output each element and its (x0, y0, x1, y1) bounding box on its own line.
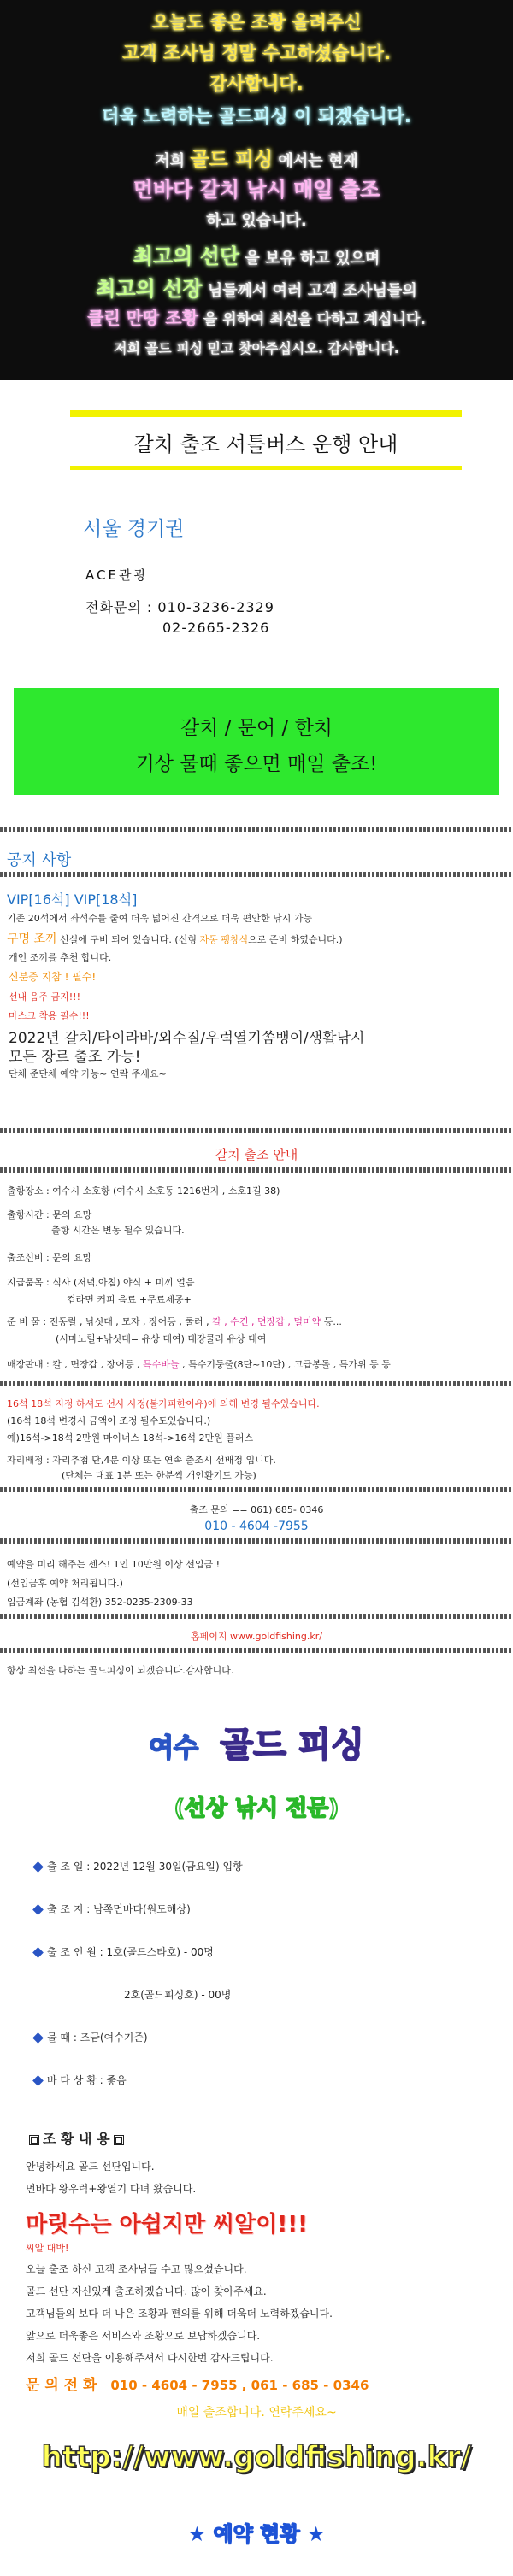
gold-phone-label: 문 의 전 화 (26, 2377, 97, 2394)
gold-ssial: 씨알 대박! (26, 2243, 69, 2254)
gold-para-3: 고객님들의 보다 더 나은 조황과 편의를 위해 더욱더 노력하겠습니다. (26, 2308, 333, 2320)
gold-subtitle: (선상 낚시 전문) (174, 1796, 339, 1821)
notice-line-3: 개인 조끼를 추천 합니다. (9, 952, 112, 963)
gold-big-catch: 마릿수는 아쉽지만 씨알이!!! (26, 2212, 308, 2238)
divider (0, 1128, 513, 1133)
intro-line-10-b: 을 위하여 최선을 다하고 계십니다. (203, 311, 426, 328)
notice-line-8: 모든 장르 출조 가능! (9, 1049, 141, 1066)
notice-line-2-d: 으로 준비 하였습니다.) (248, 934, 343, 945)
genre-banner-line-2: 기상 물때 좋으면 매일 출조! (135, 753, 378, 775)
intro-line-9-b: 님들께서 여러 고객 조사님들의 (207, 282, 417, 300)
gold-condition-label: 조 황 내 용 (43, 2131, 110, 2147)
guide-row-4b: 컵라면 커피 음료 +무료제공+ (67, 1294, 192, 1305)
diamond-icon (32, 1861, 44, 1873)
divider (0, 1538, 513, 1544)
gold-phone-line (26, 2373, 369, 2394)
notice-line-4: 신분증 지참 ! 필수! (9, 971, 97, 983)
divider (0, 827, 513, 832)
divider (0, 1487, 513, 1492)
guide-row-6-c: , 특수기둥줄(8단~10단) , 고급봉돌 , 특가위 등 등 (179, 1359, 391, 1370)
intro-panel (0, 0, 513, 380)
gold-info-key: 출 조 인 원 (47, 1946, 97, 1958)
intro-line-1: 오늘도 좋은 조황 올려주신 (151, 12, 362, 32)
gold-info-value: 1호(골드스타호) - 00명 (106, 1946, 214, 1958)
guide-row-1: 출항장소 : 여수시 소호항 (여수시 소호동 1216번지 , 소호1길 38) (7, 1185, 280, 1197)
notice-line-2-c: 자동 팽창식 (199, 934, 249, 945)
gold-phone-number: 010 - 4604 - 7955 , 061 - 685 - 0346 (110, 2378, 369, 2393)
guide-reserve-1: 예약을 미리 해주는 센스! 1인 10만원 이상 선입금 ! (7, 1559, 221, 1570)
guide-footer: 항상 최선을 다하는 골드피싱이 되겠습니다.감사합니다. (7, 1665, 234, 1676)
gold-condition-title (26, 2128, 127, 2148)
gold-info-value: 2022년 12월 30일(금요일) 입항 (93, 1861, 243, 1873)
diamond-icon (32, 2075, 44, 2086)
guide-bank: 입금계좌 (농협 김석환) 352-0235-2309-33 (7, 1597, 193, 1608)
gold-info-key: 출 조 지 (47, 1903, 84, 1915)
divider (0, 872, 513, 877)
guide-row-5-c: 등... (321, 1316, 342, 1327)
guide-row-10b: (단체는 대표 1분 또는 한분씩 개인환기도 가능) (62, 1470, 256, 1481)
gold-condition-1: 안녕하세요 골드 선단입니다. (26, 2161, 155, 2173)
guide-row-5-b: 칼 , 수건 , 면장갑 , 멀미약 (212, 1316, 321, 1327)
guide-row-8: (16석 18석 변경시 금액이 조정 될수도있습니다.) (7, 1415, 211, 1426)
notice-line-6: 마스크 착용 필수!!! (9, 1010, 90, 1021)
guide-reserve-2: (선입금후 예약 처리됩니다.) (7, 1578, 123, 1589)
star-icon: ★ (187, 2522, 207, 2546)
gold-brand (0, 1718, 513, 1767)
gold-info-row: 출 조 일 : 2022년 12월 30일(금요일) 입항 (34, 1859, 243, 1873)
genre-banner (14, 688, 499, 795)
notice-line-9: 단체 준단체 예약 가능~ 연락 주세요~ (9, 1068, 167, 1079)
gold-info-value: 남쪽먼바다(원도해상) (93, 1903, 191, 1915)
gold-info-value: 2호(골드피싱호) - 00명 (124, 1989, 232, 2001)
gold-condition-2: 먼바다 왕우럭+왕열기 다녀 왔습니다. (26, 2183, 197, 2195)
gold-info-key: 물 때 (47, 2032, 70, 2044)
gold-info-value: 조금(여수기준) (80, 2032, 148, 2044)
guide-row-5b: (시마노릴+낚싯대= 유상 대여) 대장쿨러 유상 대여 (56, 1333, 267, 1344)
reservation-label: 예약 현황 (213, 2522, 300, 2546)
gold-info-row: 물 때 : 조금(여수기준) (34, 2030, 148, 2044)
diamond-icon (32, 1947, 44, 1958)
divider (0, 1648, 513, 1653)
intro-line-5-a: 저희 (155, 152, 186, 170)
guide-contact-2: 010 - 4604 -7955 (204, 1520, 309, 1533)
shuttle-phone-2: 02-2665-2326 (162, 620, 270, 636)
notice-line-2-a: 구명 조끼 (7, 932, 57, 946)
diamond-icon (32, 2032, 44, 2044)
guide-row-9: 예)16석->18석 2만원 마이너스 18석->16석 2만원 플러스 (7, 1432, 254, 1444)
gold-brand-city: 여수 (148, 1733, 198, 1763)
notice-line-5: 선내 음주 금지!!! (9, 991, 80, 1003)
intro-line-7: 하고 있습니다. (206, 212, 307, 230)
divider (0, 1381, 513, 1386)
genre-banner-line-1: 갈치 / 문어 / 한치 (180, 717, 333, 739)
guide-row-6-b: 특수바늘 (143, 1359, 180, 1370)
square-icon (114, 2135, 124, 2145)
homepage-link[interactable]: 홈페이지 www.goldfishing.kr/ (191, 1631, 322, 1642)
intro-line-3: 감사합니다. (209, 74, 304, 94)
guide-row-2: 출항시간 : 문의 요망 (7, 1209, 92, 1220)
guide-row-7: 16석 18석 지정 하셔도 선사 사정(불가피한이유)에 의해 변경 될수있습니다. (7, 1398, 320, 1409)
shuttle-region: 서울 경기권 (83, 518, 185, 540)
guide-row-6-a: 매장판매 : 칼 , 면장갑 , 장어등 , (7, 1359, 144, 1370)
intro-line-8 (0, 239, 513, 269)
guide-row-5-a: 준 비 물 : 전동릴 , 낚싯대 , 모자 , 장어등 , 쿨러 , (7, 1316, 213, 1327)
guide-row-4: 지급품목 : 식사 (저녁,아침) 야식 + 미끼 얼음 (7, 1277, 195, 1288)
gold-info-row (124, 1987, 231, 2002)
intro-line-9 (0, 272, 513, 302)
gold-para-1: 오늘 출조 하신 고객 조사님들 수고 많으셨습니다. (26, 2263, 247, 2275)
intro-line-4: 더욱 노력하는 골드피싱 이 되겠습니다. (102, 106, 411, 126)
intro-line-5 (0, 144, 513, 172)
notice-title: 공지 사항 (7, 851, 72, 869)
intro-line-10 (0, 304, 513, 329)
shuttle-phone-1: 전화문의 : 010-3236-2329 (86, 599, 274, 615)
gold-url[interactable]: http://www.goldfishing.kr/ (41, 2440, 472, 2474)
notice-line-1: 기존 20석에서 좌석수를 줄여 더욱 넓어진 간격으로 더욱 편안한 낚시 가능 (7, 913, 313, 924)
intro-line-10-a: 클린 만땅 조황 (87, 308, 198, 328)
divider (0, 1614, 513, 1619)
gold-daily: 매일 출조합니다. 연락주세요~ (176, 2406, 337, 2420)
gold-brand-name: 골드 피싱 (220, 1726, 365, 1765)
shuttle-title: 갈치 출조 셔틀버스 운행 안내 (133, 432, 398, 456)
guide-row-10: 자리배정 : 자리추첨 단,4분 이상 또는 연속 출조시 선배정 입니다. (7, 1455, 276, 1466)
guide-row-3: 출조선비 : 문의 요망 (7, 1252, 92, 1263)
shuttle-top-bar (70, 410, 462, 417)
shuttle-bottom-bar (70, 466, 462, 470)
gold-para-2: 골드 선단 자신있게 출조하겠습니다. 많이 찾아주세요. (26, 2285, 267, 2297)
gold-info-value: 좋음 (106, 2074, 127, 2086)
intro-line-5-b: 골드 피싱 (190, 149, 274, 171)
intro-line-8-a: 최고의 선단 (133, 244, 240, 268)
reservation-status[interactable] (0, 2517, 513, 2547)
gold-info-key: 출 조 일 (47, 1861, 84, 1873)
guide-title: 갈치 출조 안내 (215, 1147, 298, 1162)
divider (0, 1167, 513, 1173)
guide-row-5 (7, 1314, 342, 1328)
notice-line-7: 2022년 갈치/타이라바/외수질/우럭열기쏨뱅이/생활낚시 (9, 1030, 365, 1047)
guide-row-2b: 출항 시간은 변동 될수 있습니다. (51, 1225, 185, 1236)
notice-line-2 (7, 930, 343, 947)
star-icon: ★ (306, 2522, 326, 2546)
gold-para-5: 저희 골드 선단을 이용해주셔서 다시한번 감사드립니다. (26, 2352, 274, 2364)
guide-contact-1: 출조 문의 == 061) 685- 0346 (189, 1504, 324, 1515)
gold-info-row: 바 다 상 황 : 좋음 (34, 2073, 127, 2087)
intro-line-8-b: 을 보유 하고 있으며 (245, 250, 380, 268)
intro-line-2: 고객 조사님 정말 수고하셨습니다. (122, 43, 391, 63)
gold-info-key: 바 다 상 황 (47, 2074, 97, 2086)
intro-line-6: 먼바다 갈치 낚시 매일 출조 (133, 178, 380, 202)
intro-line-5-c: 에서는 현재 (278, 152, 358, 170)
shuttle-company: ACE관광 (86, 568, 149, 583)
gold-para-4: 앞으로 더욱좋은 서비스와 조황으로 보답하겠습니다. (26, 2330, 261, 2342)
intro-line-9-a: 최고의 선장 (96, 277, 203, 301)
notice-vip: VIP[16석] VIP[18석] (7, 891, 138, 908)
guide-row-6 (7, 1357, 391, 1371)
notice-line-2-b: 선실에 구비 되어 있습니다. (신형 (56, 934, 200, 945)
gold-info-row: 출 조 인 원 : 1호(골드스타호) - 00명 (34, 1944, 214, 1959)
intro-line-11: 저희 골드 피싱 믿고 찾아주십시오. 감사합니다. (114, 340, 399, 356)
gold-info-row: 출 조 지 : 남쪽먼바다(원도해상) (34, 1902, 191, 1916)
diamond-icon (32, 1904, 44, 1915)
square-icon (29, 2135, 39, 2145)
